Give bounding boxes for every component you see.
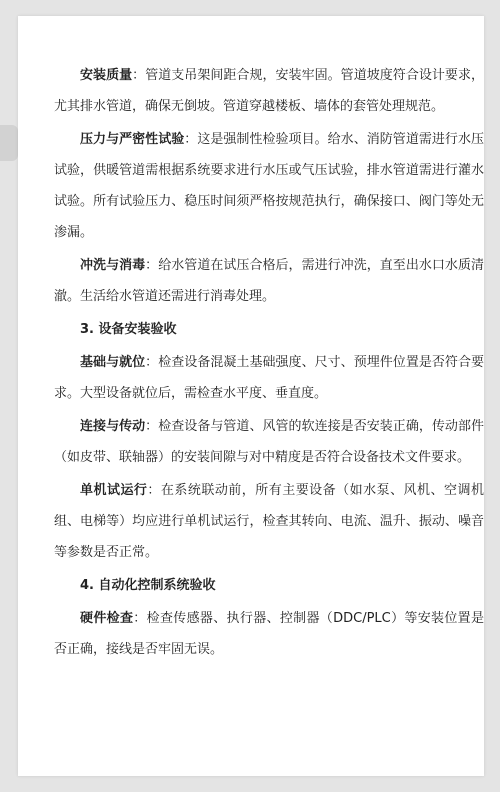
term-separator: ： bbox=[145, 419, 159, 434]
term-label: 硬件检查 bbox=[80, 611, 134, 626]
paragraph-foundation bbox=[54, 347, 484, 409]
paragraph-text: 检查传感器、执行器、控制器（DDC/PLC）等安装位置是否正确，接线是否牢固无误。 bbox=[54, 611, 484, 657]
paragraph-connection bbox=[54, 411, 484, 473]
page-edge-tab bbox=[0, 125, 18, 161]
paragraph-text: 检查设备与管道、风管的软连接是否安装正确，传动部件（如皮带、联轴器）的安装间隙与对中精度是否符合设备技术文件要求。 bbox=[54, 419, 484, 465]
term-separator: ： bbox=[184, 132, 198, 147]
term-separator: ： bbox=[132, 68, 146, 83]
paragraph-text: 在系统联动前，所有主要设备（如水泵、风机、空调机组、电梯等）均应进行单机试运行，检查其转向、电流、温升、振动、噪音等参数是否正常。 bbox=[54, 483, 484, 560]
section-heading-automation: 4. 自动化控制系统验收 bbox=[80, 578, 216, 593]
paragraph-text: 给水管道在试压合格后，需进行冲洗，直至出水口水质清澈。生活给水管道还需进行消毒处理。 bbox=[54, 258, 484, 304]
term-label: 压力与严密性试验 bbox=[80, 132, 185, 147]
paragraph-text: 管道支吊架间距合规，安装牢固。管道坡度符合设计要求，尤其排水管道，确保无倒坡。管道穿越楼板、墙体的套管处理规范。 bbox=[54, 68, 484, 114]
paragraph-text: 这是强制性检验项目。给水、消防管道需进行水压试验，供暖管道需根据系统要求进行水压或气压试验，排水管道需进行灌水试验。所有试验压力、稳压时间须严格按规范执行，确保接口、阀门等处无渗漏。 bbox=[54, 132, 484, 240]
term-separator: ： bbox=[133, 611, 147, 626]
term-separator: ： bbox=[145, 258, 159, 273]
term-separator: ： bbox=[147, 483, 161, 498]
paragraph-flush-disinfect bbox=[54, 250, 484, 312]
paragraph-hardware-check bbox=[54, 603, 484, 665]
paragraph-install-quality bbox=[54, 60, 484, 122]
term-label: 冲洗与消毒 bbox=[80, 258, 146, 273]
term-label: 连接与传动 bbox=[80, 419, 146, 434]
term-label: 基础与就位 bbox=[80, 355, 146, 370]
paragraph-pressure-test bbox=[54, 124, 484, 248]
term-label: 安装质量 bbox=[80, 68, 133, 83]
paragraph-trial-run bbox=[54, 475, 484, 568]
paragraph-text: 检查设备混凝土基础强度、尺寸、预埋件位置是否符合要求。大型设备就位后，需检查水平度、垂直度。 bbox=[54, 355, 484, 401]
term-label: 单机试运行 bbox=[80, 483, 148, 498]
document-page bbox=[18, 16, 484, 776]
term-separator: ： bbox=[145, 355, 159, 370]
section-heading-equipment: 3. 设备安装验收 bbox=[80, 322, 177, 337]
document-content bbox=[54, 60, 484, 667]
